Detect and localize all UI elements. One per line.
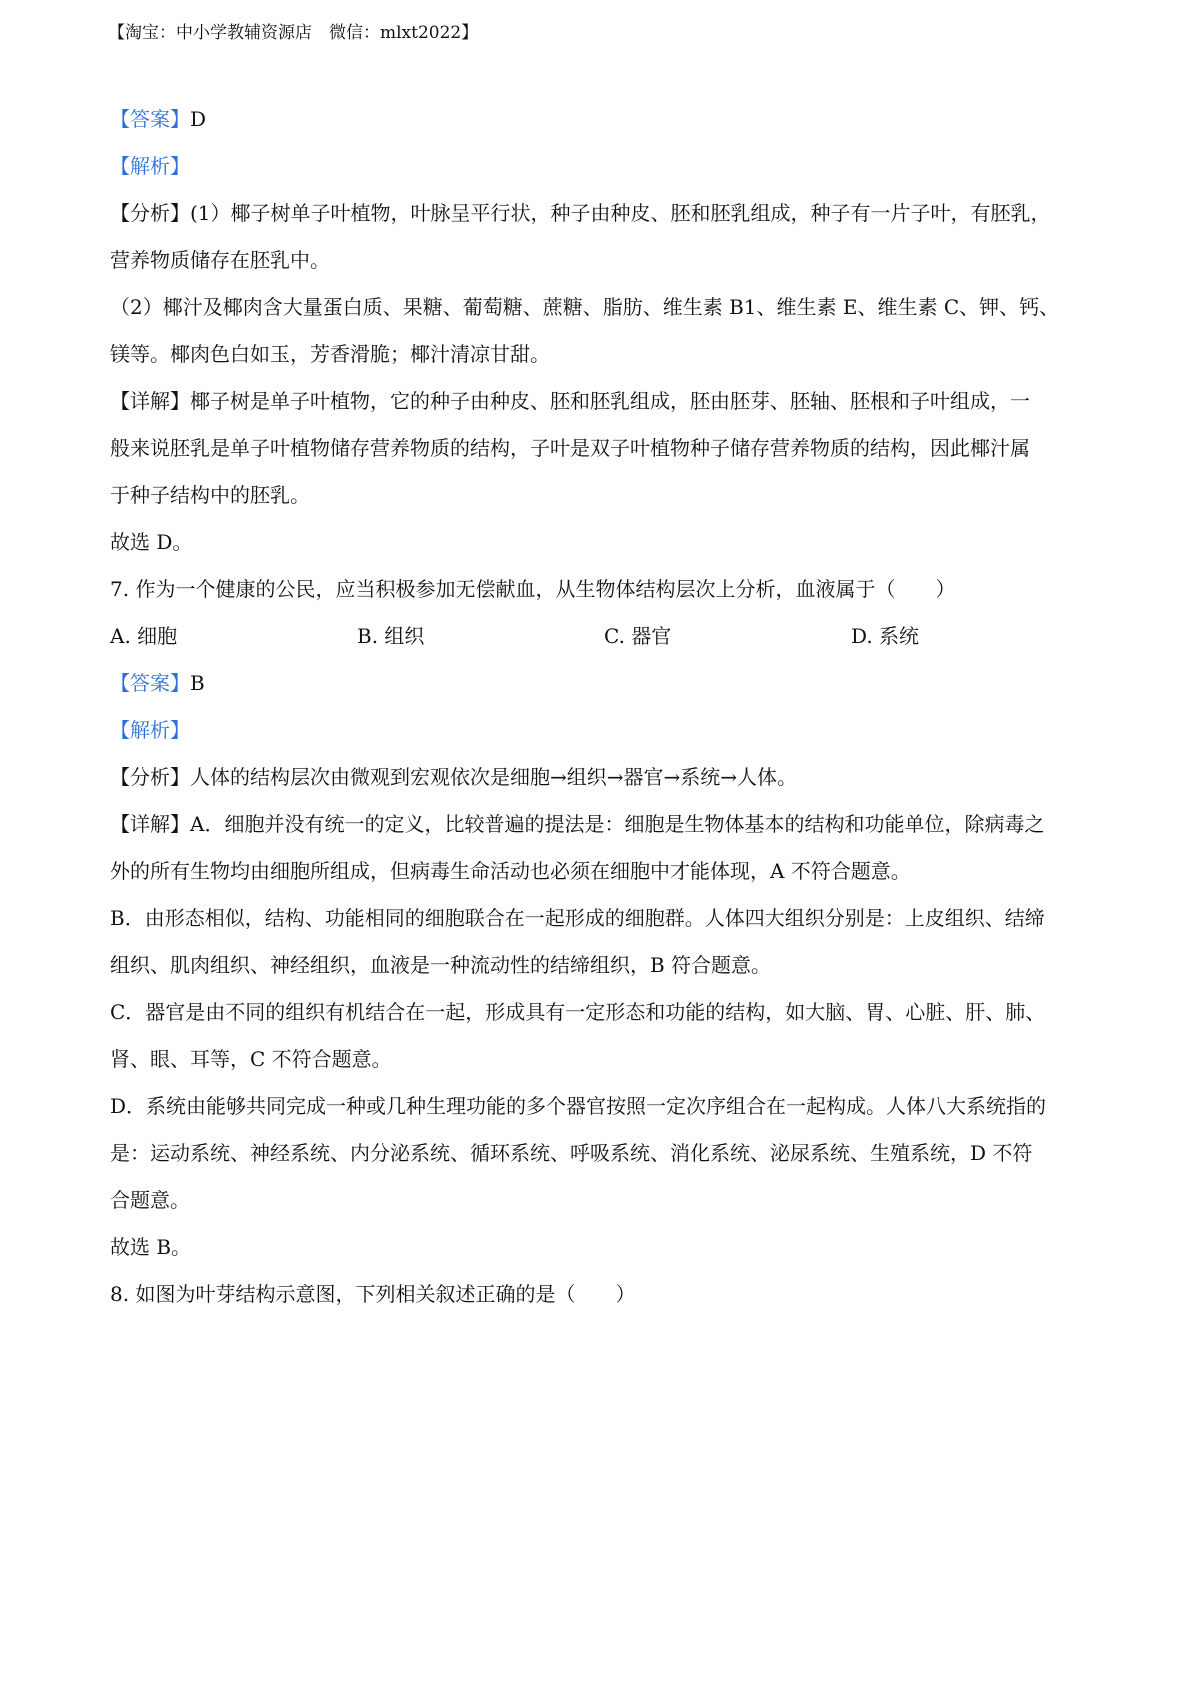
- q6-answer: [110, 96, 1100, 143]
- q7-fenxi-text: 人体的结构层次由微观到宏观依次是细胞→组织→器官→系统→人体。: [190, 765, 798, 789]
- q7-answer-label: 【答案】: [110, 671, 190, 695]
- q6-fenxi-label: 【分析】: [110, 201, 190, 225]
- q6-xiangjie-label: 【详解】: [110, 389, 190, 413]
- q6-xiangjie-text-0: 椰子树是单子叶植物，它的种子由种皮、胚和胚乳组成，胚由胚芽、胚轴、胚根和子叶组成，一: [190, 389, 1030, 413]
- q6-xiangjie-line-3: 于种子结构中的胚乳。: [110, 483, 310, 507]
- q7-fenxi: [110, 754, 1100, 801]
- q7-xiangjie-line-7: D．系统由能够共同完成一种或几种生理功能的多个器官按照一定次序组合在一起构成。人体八大系统指的: [110, 1094, 1047, 1118]
- q7-xiangjie-line-1: [110, 801, 1100, 848]
- q7-options: [110, 613, 1100, 660]
- q7-xiangjie-line-8: 是：运动系统、神经系统、内分泌系统、循环系统、呼吸系统、消化系统、泌尿系统、生殖系统，D 不符: [110, 1141, 1033, 1165]
- q7-option-b: B. 组织: [357, 624, 425, 648]
- q7-option-a: A. 细胞: [110, 624, 178, 648]
- q7-analysis-label: 【解析】: [110, 718, 190, 742]
- q7-answer-value: B: [190, 671, 205, 695]
- page-header: 【淘宝：中小学教辅资源店 微信：mlxt2022】: [108, 23, 479, 43]
- q6-analysis-label: 【解析】: [110, 154, 190, 178]
- q6-conclusion: 故选 D。: [110, 530, 193, 554]
- q7-xiangjie-line-2: 外的所有生物均由细胞所组成，但病毒生命活动也必须在细胞中才能体现，A 不符合题意。: [110, 859, 911, 883]
- q6-xiangjie-line-1: [110, 378, 1100, 425]
- document-body: [110, 96, 1100, 1318]
- q6-fenxi-text-0: (1）椰子树单子叶植物，叶脉呈平行状，种子由种皮、胚和胚乳组成，种子有一片子叶，有胚乳，: [190, 201, 1051, 225]
- q6-xiangjie-line-2: 般来说胚乳是单子叶植物储存营养物质的结构，子叶是双子叶植物种子储存营养物质的结构，因此椰汁属: [110, 436, 1030, 460]
- q7-xiangjie-line-6: 肾、眼、耳等，C 不符合题意。: [110, 1047, 392, 1071]
- q7-xiangjie-text-0: A．细胞并没有统一的定义，比较普遍的提法是：细胞是生物体基本的结构和功能单位，除病毒之: [190, 812, 1045, 836]
- q6-fenxi-line-2: 营养物质储存在胚乳中。: [110, 248, 330, 272]
- q7-option-c: C. 器官: [604, 624, 672, 648]
- q7-question: 7. 作为一个健康的公民，应当积极参加无偿献血，从生物体结构层次上分析，血液属于（ ）: [110, 577, 956, 601]
- q7-analysis-heading: [110, 707, 1100, 754]
- q7-xiangjie-line-5: C．器官是由不同的组织有机结合在一起，形成具有一定形态和功能的结构，如大脑、胃、心脏、肝、肺、: [110, 1000, 1046, 1024]
- q6-fenxi-line-4: 镁等。椰肉色白如玉，芳香滑脆；椰汁清凉甘甜。: [110, 342, 550, 366]
- q8-question: 8. 如图为叶芽结构示意图，下列相关叙述正确的是（ ）: [110, 1282, 636, 1306]
- q6-answer-value: D: [190, 107, 207, 131]
- q7-conclusion: 故选 B。: [110, 1235, 192, 1259]
- q7-xiangjie-line-3: B．由形态相似，结构、功能相同的细胞联合在一起形成的细胞群。人体四大组织分别是：上皮组织、结缔: [110, 906, 1045, 930]
- q7-fenxi-label: 【分析】: [110, 765, 190, 789]
- q7-xiangjie-line-9: 合题意。: [110, 1188, 190, 1212]
- q7-xiangjie-line-4: 组织、肌肉组织、神经组织，血液是一种流动性的结缔组织，B 符合题意。: [110, 953, 772, 977]
- q6-answer-label: 【答案】: [110, 107, 190, 131]
- q6-fenxi-line-3: （2）椰汁及椰肉含大量蛋白质、果糖、葡萄糖、蔗糖、脂肪、维生素 B1、维生素 E、维生素 C、钾、钙、: [110, 295, 1060, 319]
- q7-answer: [110, 660, 1100, 707]
- q6-analysis-heading: [110, 143, 1100, 190]
- q7-option-d: D. 系统: [851, 624, 920, 648]
- q7-xiangjie-label: 【详解】: [110, 812, 190, 836]
- q6-fenxi-line-1: [110, 190, 1100, 237]
